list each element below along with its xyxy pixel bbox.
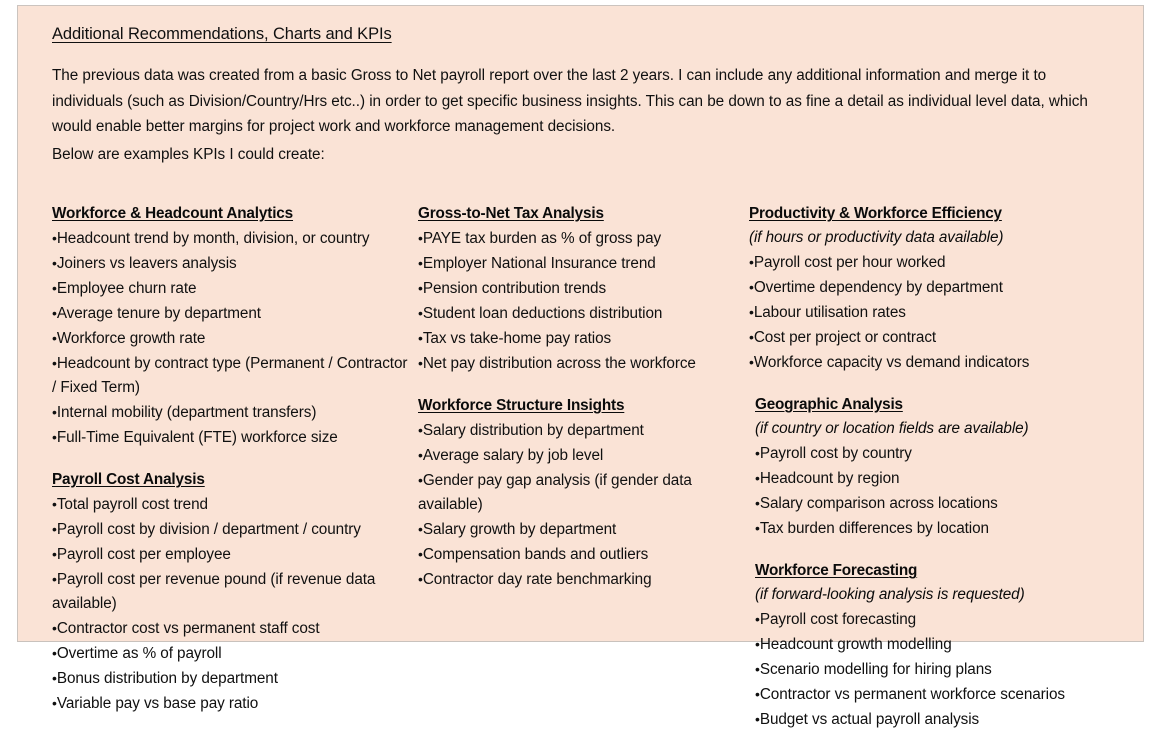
kpi-list-item: • Payroll cost forecasting: [755, 607, 1109, 632]
kpi-list-item: • Contractor day rate benchmarking: [418, 567, 748, 592]
kpi-list-item: • Salary distribution by department: [418, 418, 748, 443]
kpi-list-item: • Payroll cost by country: [755, 441, 1109, 466]
kpi-list-item: • Overtime dependency by department: [749, 275, 1109, 300]
kpi-column-2: [418, 202, 748, 592]
kpi-block-subheading: (if country or location fields are available): [755, 420, 1029, 437]
kpi-list-item: • Contractor vs permanent workforce scenarios: [755, 682, 1109, 707]
kpi-block-heading: Productivity & Workforce Efficiency: [749, 205, 1002, 222]
kpi-list-item: • Salary comparison across locations: [755, 491, 1109, 516]
kpi-list-item: • Payroll cost per employee: [52, 542, 412, 567]
kpi-list-item: • Headcount by region: [755, 466, 1109, 491]
document-body: [18, 6, 1143, 728]
sub-intro-text: Below are examples KPIs I could create:: [52, 146, 325, 163]
kpi-list: [418, 226, 748, 376]
kpi-list-item: • Bonus distribution by department: [52, 666, 412, 691]
kpi-list-item: • Scenario modelling for hiring plans: [755, 657, 1109, 682]
kpi-list: [749, 250, 1109, 375]
kpi-block-heading: Workforce & Headcount Analytics: [52, 205, 294, 222]
kpi-column-3: [749, 202, 1109, 732]
kpi-list-item: • Salary growth by department: [418, 517, 748, 542]
kpi-block-heading: Payroll Cost Analysis: [52, 471, 205, 488]
kpi-block-subheading: (if hours or productivity data available): [749, 229, 1004, 246]
kpi-list: [418, 418, 748, 592]
kpi-list-item: • Tax burden differences by location: [755, 516, 1109, 541]
kpi-block: [418, 202, 748, 376]
kpi-list-item: • Workforce growth rate: [52, 326, 412, 351]
kpi-block: [52, 468, 412, 716]
kpi-list-item: • Compensation bands and outliers: [418, 542, 748, 567]
kpi-list: [755, 441, 1109, 541]
kpi-list-item: • Employer National Insurance trend: [418, 251, 748, 276]
kpi-block: [418, 394, 748, 592]
kpi-list-item: • Employee churn rate: [52, 276, 412, 301]
kpi-list-item: • Net pay distribution across the workforce: [418, 351, 748, 376]
kpi-column-1: [52, 202, 412, 716]
kpi-list-item: • Workforce capacity vs demand indicators: [749, 350, 1109, 375]
kpi-list-item: • Payroll cost per revenue pound (if revenue data available): [52, 567, 412, 616]
kpi-list-item: • Student loan deductions distribution: [418, 301, 748, 326]
intro-paragraph: The previous data was created from a basic Gross to Net payroll report over the last 2 years. I can include any additional information and merge it to individuals (such as Division/Country/Hrs etc..) in order to get specific business insights. This can be down to as fine a detail as individual level data, which would enable better margins for project work and workforce management decisions.: [52, 67, 1088, 135]
kpi-list-item: • Average tenure by department: [52, 301, 412, 326]
kpi-block: [749, 393, 1109, 541]
kpi-block-heading: Gross-to-Net Tax Analysis: [418, 205, 604, 222]
kpi-list: [755, 607, 1109, 732]
kpi-list-item: • Payroll cost per hour worked: [749, 250, 1109, 275]
kpi-list-item: • Budget vs actual payroll analysis: [755, 707, 1109, 732]
kpi-list-item: • Overtime as % of payroll: [52, 641, 412, 666]
kpi-block-heading: Workforce Structure Insights: [418, 397, 625, 414]
kpi-block: [52, 202, 412, 450]
kpi-list-item: • Contractor cost vs permanent staff cost: [52, 616, 412, 641]
kpi-list-item: • Tax vs take-home pay ratios: [418, 326, 748, 351]
kpi-list: [52, 226, 412, 450]
kpi-block: [749, 559, 1109, 732]
page-title: Additional Recommendations, Charts and KPIs: [52, 25, 392, 43]
kpi-block-subheading: (if forward-looking analysis is requested): [755, 586, 1025, 603]
kpi-list: [52, 492, 412, 716]
kpi-list-item: • Average salary by job level: [418, 443, 748, 468]
kpi-list-item: • PAYE tax burden as % of gross pay: [418, 226, 748, 251]
kpi-list-item: • Joiners vs leavers analysis: [52, 251, 412, 276]
kpi-list-item: • Payroll cost by division / department / country: [52, 517, 412, 542]
kpi-block-heading: Geographic Analysis: [755, 396, 903, 413]
kpi-list-item: • Labour utilisation rates: [749, 300, 1109, 325]
kpi-list-item: • Internal mobility (department transfers): [52, 400, 412, 425]
kpi-list-item: • Full-Time Equivalent (FTE) workforce size: [52, 425, 412, 450]
kpi-block: [749, 202, 1109, 375]
kpi-list-item: • Total payroll cost trend: [52, 492, 412, 517]
kpi-block-heading: Workforce Forecasting: [755, 562, 918, 579]
kpi-list-item: • Headcount by contract type (Permanent / Contractor / Fixed Term): [52, 351, 412, 400]
kpi-list-item: • Cost per project or contract: [749, 325, 1109, 350]
kpi-list-item: • Headcount growth modelling: [755, 632, 1109, 657]
kpi-list-item: • Headcount trend by month, division, or country: [52, 226, 412, 251]
kpi-list-item: • Variable pay vs base pay ratio: [52, 691, 412, 716]
kpi-list-item: • Pension contribution trends: [418, 276, 748, 301]
document-panel: [17, 5, 1144, 728]
kpi-list-item: • Gender pay gap analysis (if gender data available): [418, 468, 748, 517]
